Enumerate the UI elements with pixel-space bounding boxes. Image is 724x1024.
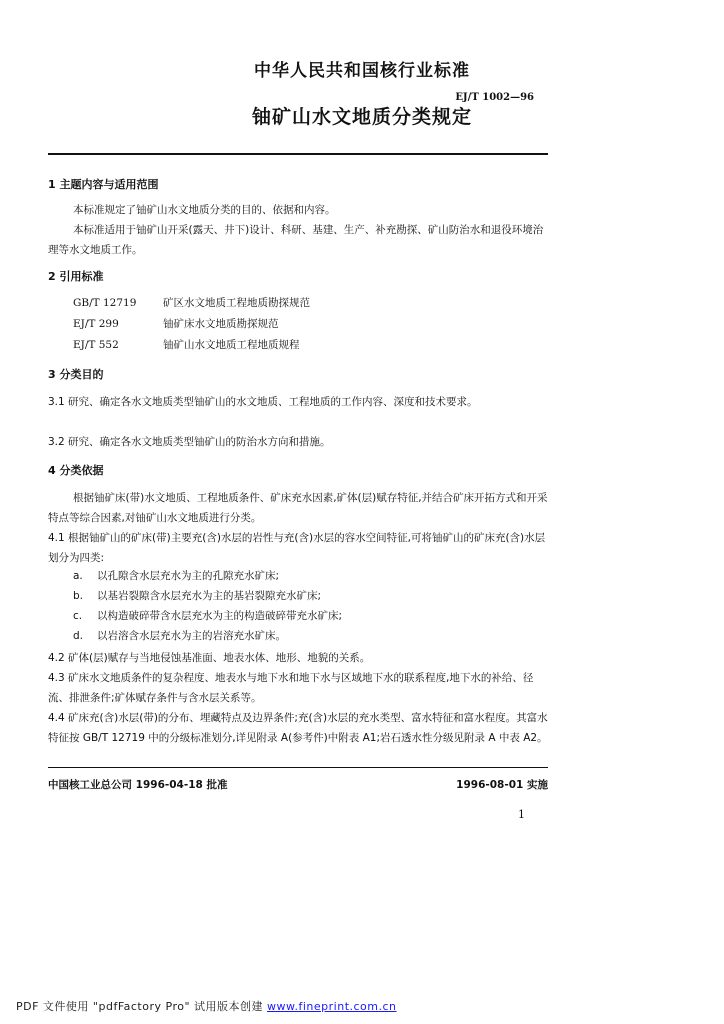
clause-4-2: 4.2 矿体(层)赋存与当地侵蚀基准面、地表水体、地形、地貌的关系。 (48, 652, 371, 664)
effective-date: 1996-08-01 实施 (456, 779, 548, 791)
reference-item (73, 337, 300, 352)
section-1-para-2: 本标准适用于铀矿山开采(露天、井下)设计、科研、基建、生产、补充勘探、矿山防治水和退役环境治理等水文地质工作。 (48, 224, 544, 256)
reference-name: 矿区水文地质工程地质勘探规范 (163, 297, 310, 309)
reference-item (73, 295, 310, 310)
section-2-title: 2 引用标准 (48, 270, 104, 283)
standard-code: EJ/T 1002—96 (455, 92, 534, 103)
section-4-intro: 根据铀矿床(带)水文地质、工程地质条件、矿床充水因素,矿体(层)赋存特征,并结合矿床开拓方式和开采特点等综合因素,对铀矿山水文地质进行分类。 (48, 492, 548, 524)
list-item-label: b. (73, 590, 84, 602)
list-item-label: d. (73, 630, 84, 642)
clause-4-3: 4.3 矿床水文地质条件的复杂程度、地表水与地下水和地下水与区域地下水的联系程度,地下水的补给、径流、排泄条件;矿体赋存条件与含水层关系等。 (48, 672, 534, 704)
list-item-label: c. (73, 610, 83, 622)
clause-3-1: 3.1 研究、确定各水文地质类型铀矿山的水文地质、工程地质的工作内容、深度和技术要求。 (48, 396, 478, 408)
reference-name: 铀矿床水文地质勘探规范 (163, 318, 279, 330)
list-item (73, 568, 279, 583)
reference-code: EJ/T 299 (73, 318, 119, 330)
reference-code: EJ/T 552 (73, 339, 119, 351)
list-item (73, 628, 286, 643)
bottom-rule (48, 767, 548, 768)
page-number: 1 (518, 808, 525, 821)
list-item-text: 以岩溶含水层充水为主的岩溶充水矿床。 (97, 630, 286, 642)
top-rule (48, 153, 548, 155)
section-3-title: 3 分类目的 (48, 368, 104, 381)
pdf-creator-text: PDF 文件使用 "pdfFactory Pro" 试用版本创建 (16, 1000, 268, 1013)
reference-code: GB/T 12719 (73, 297, 137, 309)
list-item (73, 588, 321, 603)
clause-3-2: 3.2 研究、确定各水文地质类型铀矿山的防治水方向和措施。 (48, 436, 331, 448)
clause-4-1: 4.1 根据铀矿山的矿床(带)主要充(含)水层的岩性与充(含)水层的容水空间特征,可将铀矿山的矿床充(含)水层划分为四类: (48, 532, 546, 564)
fineprint-link[interactable]: www.fineprint.com.cn (267, 1000, 397, 1013)
section-1-para-1: 本标准规定了铀矿山水文地质分类的目的、依据和内容。 (73, 204, 336, 216)
section-4-title: 4 分类依据 (48, 464, 104, 477)
pdf-creator-note (16, 998, 397, 1014)
approval-line: 中国核工业总公司 1996-04-18 批准 (48, 779, 228, 791)
reference-item (73, 316, 279, 331)
list-item-label: a. (73, 570, 83, 582)
org-title: 中华人民共和国核行业标准 (254, 61, 470, 81)
list-item-text: 以构造破碎带含水层充水为主的构造破碎带充水矿床; (97, 610, 343, 622)
section-1-title: 1 主题内容与适用范围 (48, 178, 159, 191)
list-item (73, 608, 342, 623)
document-title: 铀矿山水文地质分类规定 (251, 106, 472, 128)
list-item-text: 以孔隙含水层充水为主的孔隙充水矿床; (97, 570, 280, 582)
reference-name: 铀矿山水文地质工程地质规程 (163, 339, 300, 351)
list-item-text: 以基岩裂隙含水层充水为主的基岩裂隙充水矿床; (97, 590, 322, 602)
clause-4-4: 4.4 矿床充(含)水层(带)的分布、埋藏特点及边界条件;充(含)水层的充水类型、富水特征和富水程度。其富水特征按 GB/T 12719 中的分级标准划分,详见附录 A(参考件)中附表 A1;岩石透水性分级见附录 A 中表 A2。 (48, 712, 548, 744)
